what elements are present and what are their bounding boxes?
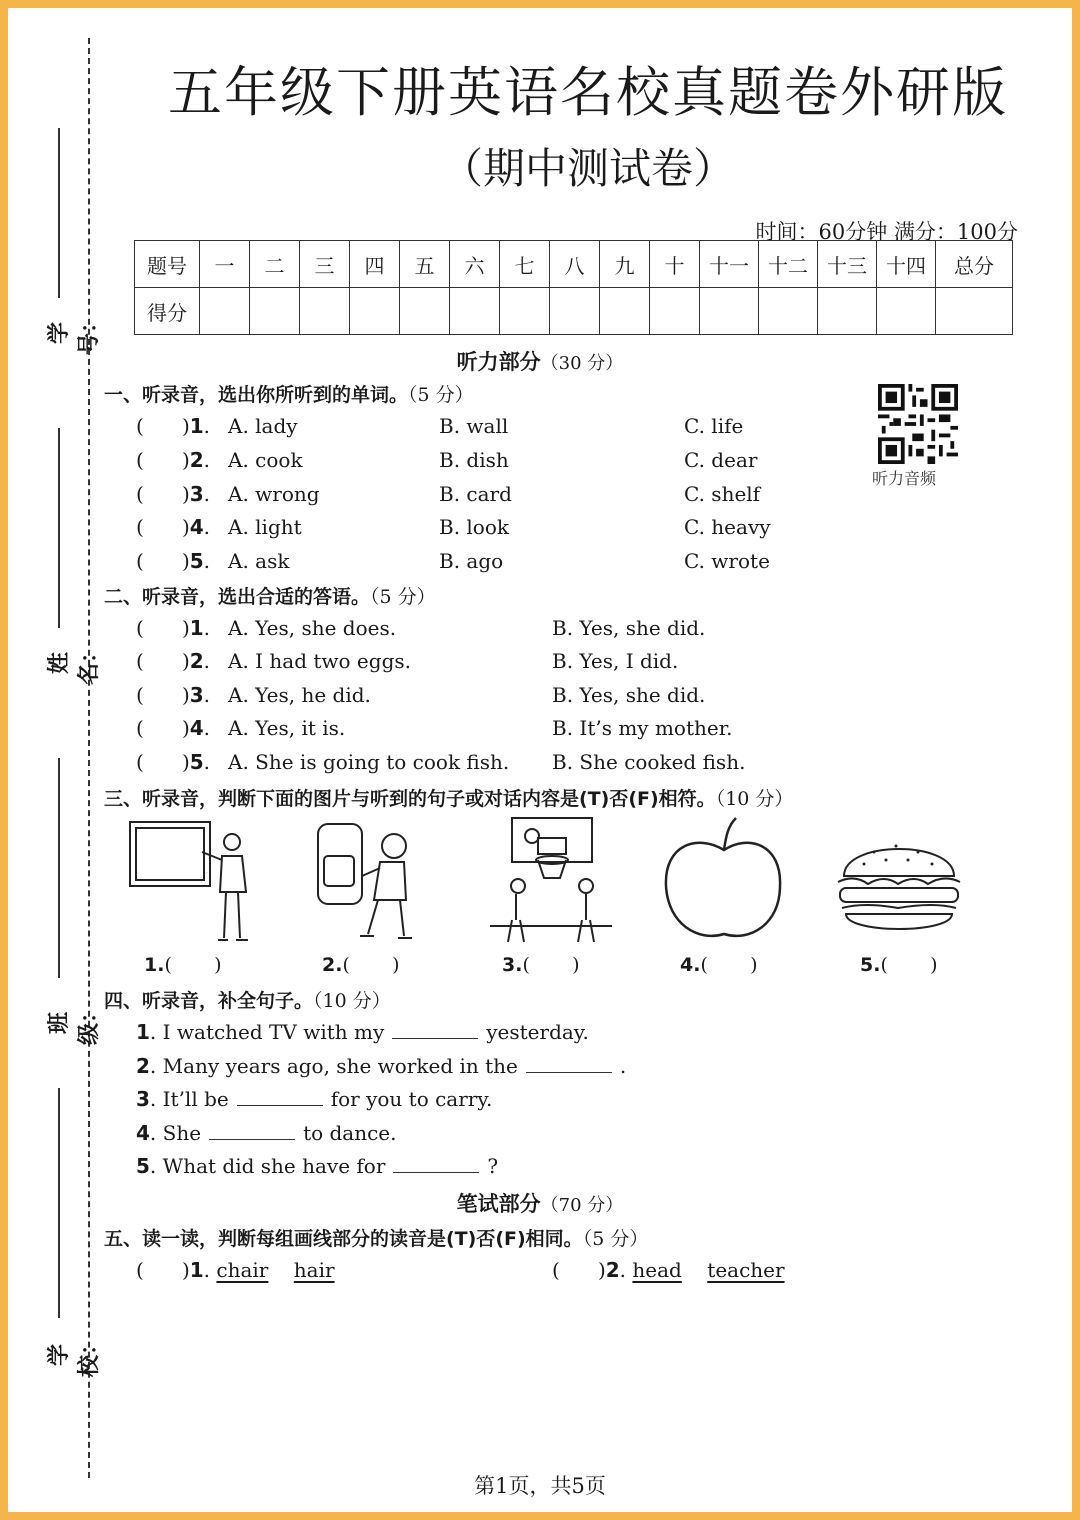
list-item: ( )3. A. Yes, he did. B. Yes, she did. [136,683,706,707]
section-1-title: 一、听录音，选出你所听到的单词。 [104,384,409,406]
writing-points: （70 分） [540,1195,624,1216]
picture-answer-5[interactable]: 5.( ) [860,954,938,976]
section-4-points: （10 分） [313,990,391,1012]
list-item: ( )3. A. wrong B. card C. shelf [136,482,761,506]
score-input-cell[interactable] [877,288,936,335]
option-b: B. Yes, she did. [552,616,706,640]
sentence-start: . I watched TV with my [149,1020,385,1044]
listening-part-heading [8,346,1072,376]
table-cell: 五 [400,241,450,288]
answer-blank[interactable] [392,1020,478,1039]
score-input-cell[interactable] [300,288,350,335]
word-1: head [632,1258,682,1282]
option-a: A. I had two eggs. [228,649,411,673]
answer-paren[interactable]: ( ) [136,414,190,438]
table-cell: 四 [350,241,400,288]
option-a: A. Yes, he did. [228,683,371,707]
writing-part-heading [8,1188,1072,1218]
listening-title: 听力部分 [456,350,541,374]
score-input-cell[interactable] [250,288,300,335]
score-table [134,240,1013,335]
option-b: B. card [439,482,512,506]
item-number: 1 [189,1258,204,1282]
list-item: ( )1. chair hair [136,1258,335,1282]
side-label-name: 姓名： [47,641,102,686]
answer-blank[interactable] [526,1054,612,1073]
picture-number: 4. [680,954,701,976]
table-cell: 十三 [818,241,877,288]
page-footer: 第1页，共5页 [474,1474,606,1498]
option-c: C. life [684,414,744,438]
sentence-start: . She [149,1121,202,1145]
answer-paren[interactable]: ( ) [136,716,190,740]
score-table-header-row [135,241,1013,288]
sentence-end: to dance. [303,1121,397,1145]
option-c: C. heavy [684,515,771,539]
id-blank-line [58,128,60,298]
listening-points: （30 分） [540,353,624,374]
item-number: 2 [189,649,204,673]
list-item [136,1020,589,1044]
score-input-cell[interactable] [818,288,877,335]
section-5-title: 五、读一读，判断每组画线部分的读音是(T)否(F)相同。 [104,1228,583,1250]
page-subtitle: （期中测试卷） [440,144,735,193]
table-cell: 十四 [877,241,936,288]
item-number: 5 [189,750,204,774]
option-a: A. lady [228,414,298,438]
list-item [136,1154,498,1178]
page-title: 五年级下册英语名校真题卷外研版 [168,61,1008,124]
option-b: B. ago [439,549,504,573]
option-b: B. It’s my mother. [552,716,733,740]
list-item: ( )4. A. light B. look C. heavy [136,515,771,539]
option-a: A. Yes, she does. [228,616,397,640]
table-cell: 九 [600,241,650,288]
score-input-cell[interactable] [200,288,250,335]
picture-answer-1[interactable]: 1.( ) [144,954,222,976]
picture-answer-4[interactable]: 4.( ) [680,954,758,976]
option-c: C. shelf [684,482,761,506]
binding-dash-line [88,38,90,1478]
option-a: A. wrong [228,482,320,506]
table-cell: 一 [200,241,250,288]
list-item: ( )1. A. lady B. wall C. life [136,414,744,438]
basketball-picture [486,816,616,948]
side-label-school: 学校： [47,1333,102,1378]
item-number: 4 [136,1121,150,1145]
answer-blank[interactable] [393,1154,479,1173]
score-input-cell[interactable] [350,288,400,335]
list-item [136,1054,626,1078]
option-b: B. dish [439,448,509,472]
table-cell: 十一 [700,241,759,288]
qr-code-icon[interactable] [878,384,958,464]
answer-paren[interactable]: ( ) [136,448,190,472]
score-input-cell[interactable] [550,288,600,335]
hamburger-picture [834,816,964,948]
sentence-start: . It’ll be [149,1087,229,1111]
score-input-cell[interactable] [700,288,759,335]
score-input-cell[interactable] [650,288,700,335]
option-a: A. ask [228,549,290,573]
table-cell: 六 [450,241,500,288]
word-2: hair [293,1258,335,1282]
name-blank-line [58,428,60,628]
option-b: B. Yes, she did. [552,683,706,707]
section-3-title: 三、听录音，判断下面的图片与听到的句子或对话内容是(T)否(F)相符。 [104,788,716,810]
picture-number: 3. [502,954,523,976]
picture-number: 1. [144,954,165,976]
item-number: 1 [136,1020,150,1044]
section-1-points: （5 分） [408,384,474,406]
list-item [136,1087,492,1111]
answer-paren[interactable]: ( ) [136,616,190,640]
answer-blank[interactable] [237,1087,323,1106]
list-item: ( )2. A. I had two eggs. B. Yes, I did. [136,649,679,673]
sentence-end: ? [487,1154,499,1178]
side-label-class: 班级： [47,1001,102,1046]
option-b: B. She cooked fish. [552,750,746,774]
sentence-end: for you to carry. [330,1087,493,1111]
section-4-heading [104,986,391,1013]
answer-paren[interactable]: ( ) [136,549,190,573]
boy-heavy-bag-picture [308,816,428,948]
option-a: A. She is going to cook fish. [228,750,510,774]
table-cell: 十 [650,241,700,288]
side-label-id: 学号： [47,311,102,356]
table-cell: 二 [250,241,300,288]
teacher-blackboard-picture [126,816,266,948]
section-3-heading [104,784,793,811]
answer-paren[interactable]: ( ) [136,750,190,774]
item-number: 4 [189,716,204,740]
section-2-heading [104,582,436,609]
sentence-end: . [619,1054,627,1078]
section-5-points: （5 分） [582,1228,649,1250]
sentence-end: yesterday. [486,1020,589,1044]
item-number: 3 [189,683,204,707]
answer-paren[interactable]: ( ) [136,683,190,707]
option-c: C. wrote [684,549,770,573]
time-info: 时间：60分钟 满分：100分 [755,220,1018,244]
picture-answer-3[interactable]: 3.( ) [502,954,580,976]
score-input-cell[interactable] [936,288,1013,335]
class-blank-line [58,758,60,978]
writing-title: 笔试部分 [456,1192,541,1216]
list-item: ( )5. A. She is going to cook fish. B. She cooked fish. [136,750,746,774]
section-1-heading [104,380,474,407]
section-4-title: 四、听录音，补全句子。 [104,990,314,1012]
item-number: 4 [189,515,204,539]
item-number: 3 [136,1087,150,1111]
table-cell: 三 [300,241,350,288]
sentence-start: . What did she have for [149,1154,386,1178]
option-b: B. wall [439,414,509,438]
score-input-cell[interactable] [600,288,650,335]
item-number: 2 [189,448,204,472]
word-1: chair [216,1258,269,1282]
picture-number: 5. [860,954,881,976]
table-cell: 得分 [135,288,200,335]
answer-paren[interactable]: ( ) [552,1258,606,1282]
answer-paren[interactable]: ( ) [136,482,190,506]
item-number: 2 [605,1258,620,1282]
list-item: ( )4. A. Yes, it is. B. It’s my mother. [136,716,733,740]
word-2: teacher [707,1258,785,1282]
list-item [136,1121,397,1145]
option-b: B. Yes, I did. [552,649,679,673]
section-2-points: （5 分） [370,586,436,608]
section-5-heading [104,1224,648,1251]
option-a: A. cook [228,448,303,472]
picture-number: 2. [322,954,343,976]
answer-blank[interactable] [209,1121,295,1140]
item-number: 5 [136,1154,150,1178]
answer-paren[interactable]: ( ) [136,1258,190,1282]
list-item: ( )5. A. ask B. ago C. wrote [136,549,770,573]
score-input-cell[interactable] [500,288,550,335]
score-input-cell[interactable] [400,288,450,335]
score-table-score-row [135,288,1013,335]
item-number: 2 [136,1054,150,1078]
answer-paren[interactable]: ( ) [136,515,190,539]
item-number: 1 [189,414,204,438]
answer-paren[interactable]: ( ) [136,649,190,673]
qr-label: 听力音频 [872,469,937,488]
section-3-points: （10 分） [715,788,794,810]
section-2-title: 二、听录音，选出合适的答语。 [104,586,371,608]
list-item: ( )1. A. Yes, she does. B. Yes, she did. [136,616,706,640]
list-item: ( )2. A. cook B. dish C. dear [136,448,758,472]
table-cell: 十二 [759,241,818,288]
item-number: 3 [189,482,204,506]
option-a: A. Yes, it is. [228,716,346,740]
option-c: C. dear [684,448,758,472]
item-number: 5 [189,549,204,573]
item-number: 1 [189,616,204,640]
score-input-cell[interactable] [450,288,500,335]
picture-answer-2[interactable]: 2.( ) [322,954,400,976]
exam-page [8,8,1072,1512]
apple-picture [658,816,788,948]
table-cell: 总分 [936,241,1013,288]
sentence-start: . Many years ago, she worked in the [149,1054,518,1078]
table-cell: 七 [500,241,550,288]
table-cell: 八 [550,241,600,288]
list-item: ( )2. head teacher [552,1258,785,1282]
option-a: A. light [228,515,302,539]
table-cell: 题号 [135,241,200,288]
score-input-cell[interactable] [759,288,818,335]
option-b: B. look [439,515,510,539]
